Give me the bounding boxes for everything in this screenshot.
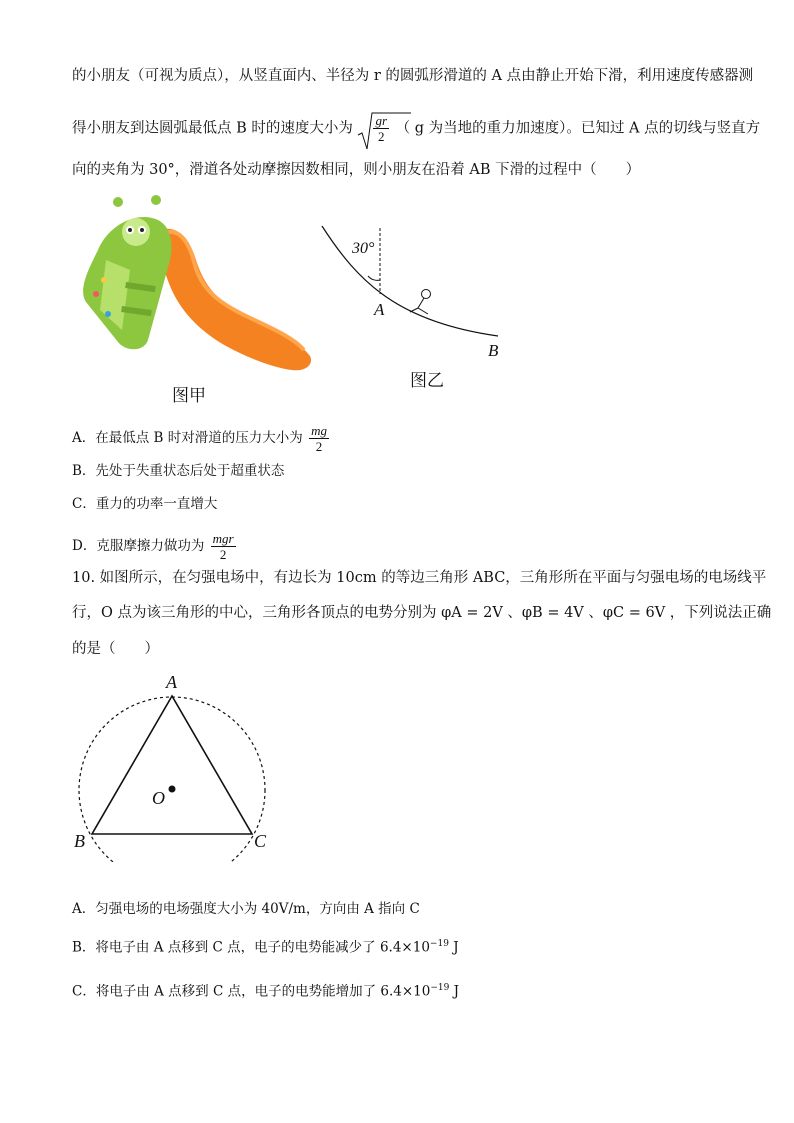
triangle-vertex-c-label: C <box>254 831 267 851</box>
q9-option-d-numerator: mgr <box>212 531 234 546</box>
sqrt-expression <box>357 113 391 144</box>
arc-angle-label: 30° <box>352 240 375 257</box>
q9-stem-line3: 向的夹角为 30°，滑道各处动摩擦因数相同，则小朋友在沿着 AB 下滑的过程中（ ） <box>72 162 641 178</box>
triangle-vertex-b-label: B <box>74 831 85 851</box>
triangle-vertex-a-label: A <box>166 672 177 692</box>
q10-option-b-exponent: −19 <box>429 939 449 949</box>
q9-option-a-denominator: 2 <box>315 439 323 454</box>
q9-option-d <box>72 531 238 562</box>
slide-illustration <box>78 190 318 375</box>
q10-option-b-text: B．将电子由 A 点移到 C 点，电子的电势能减少了 6.4×10 <box>72 939 430 956</box>
sqrt-numerator: gr <box>375 113 388 128</box>
q9-option-d-denominator: 2 <box>219 547 227 562</box>
triangle-center-o-label: O <box>152 788 165 808</box>
q10-option-c-unit: J <box>449 983 460 1000</box>
q10-stem-line3: 的是（ ） <box>72 641 159 657</box>
sqrt-sign-icon <box>357 111 411 151</box>
q10-stem-line1: 10. 如图所示，在匀强电场中，有边长为 10cm 的等边三角形 ABC，三角形所在平面与匀强电场的电场线平 <box>72 570 767 586</box>
figure-right-caption: 图乙 <box>410 371 444 391</box>
q9-option-a-text: A．在最低点 B 时对滑道的压力大小为 <box>72 430 303 446</box>
arc-point-b-label: B <box>488 341 499 360</box>
q10-option-c <box>72 978 459 1002</box>
q9-option-a-numerator: mg <box>311 423 327 438</box>
figure-left-caption: 图甲 <box>172 386 206 406</box>
q9-option-d-text: D．克服摩擦力做功为 <box>72 538 205 554</box>
q9-stem-line2-start: 得小朋友到达圆弧最低点 B 时的速度大小为 <box>72 120 353 137</box>
q9-stem-line1: 的小朋友（可视为质点），从竖直面内、半径为 r 的圆弧形滑道的 A 点由静止开始下滑，利用速度传感器测 <box>72 68 754 84</box>
q10-option-c-exponent: −19 <box>430 983 450 993</box>
q10-option-c-text: C．将电子由 A 点移到 C 点，电子的电势能增加了 6.4×10 <box>72 983 431 1000</box>
sqrt-denominator: 2 <box>378 129 385 144</box>
q9-option-b: B．先处于失重状态后处于超重状态 <box>72 463 285 479</box>
triangle-diagram <box>74 690 270 862</box>
q10-option-a: A．匀强电场的电场强度大小为 40V/m，方向由 A 指向 C <box>72 901 420 917</box>
q10-stem-line2: 行，O 点为该三角形的中心，三角形各顶点的电势分别为 φA = 2V 、φB = 4V 、φC = 6V ，下列说法正确 <box>72 605 772 621</box>
arc-point-a-label: A <box>374 300 385 319</box>
q10-option-b-unit: J <box>448 939 459 956</box>
q9-option-c: C．重力的功率一直增大 <box>72 496 218 512</box>
q9-option-a <box>72 423 331 454</box>
q9-stem-line2 <box>72 113 760 144</box>
q10-option-b <box>72 934 459 958</box>
q9-stem-line2-end: （ g 为当地的重力加速度）。已知过 A 点的切线与竖直方 <box>395 120 761 137</box>
